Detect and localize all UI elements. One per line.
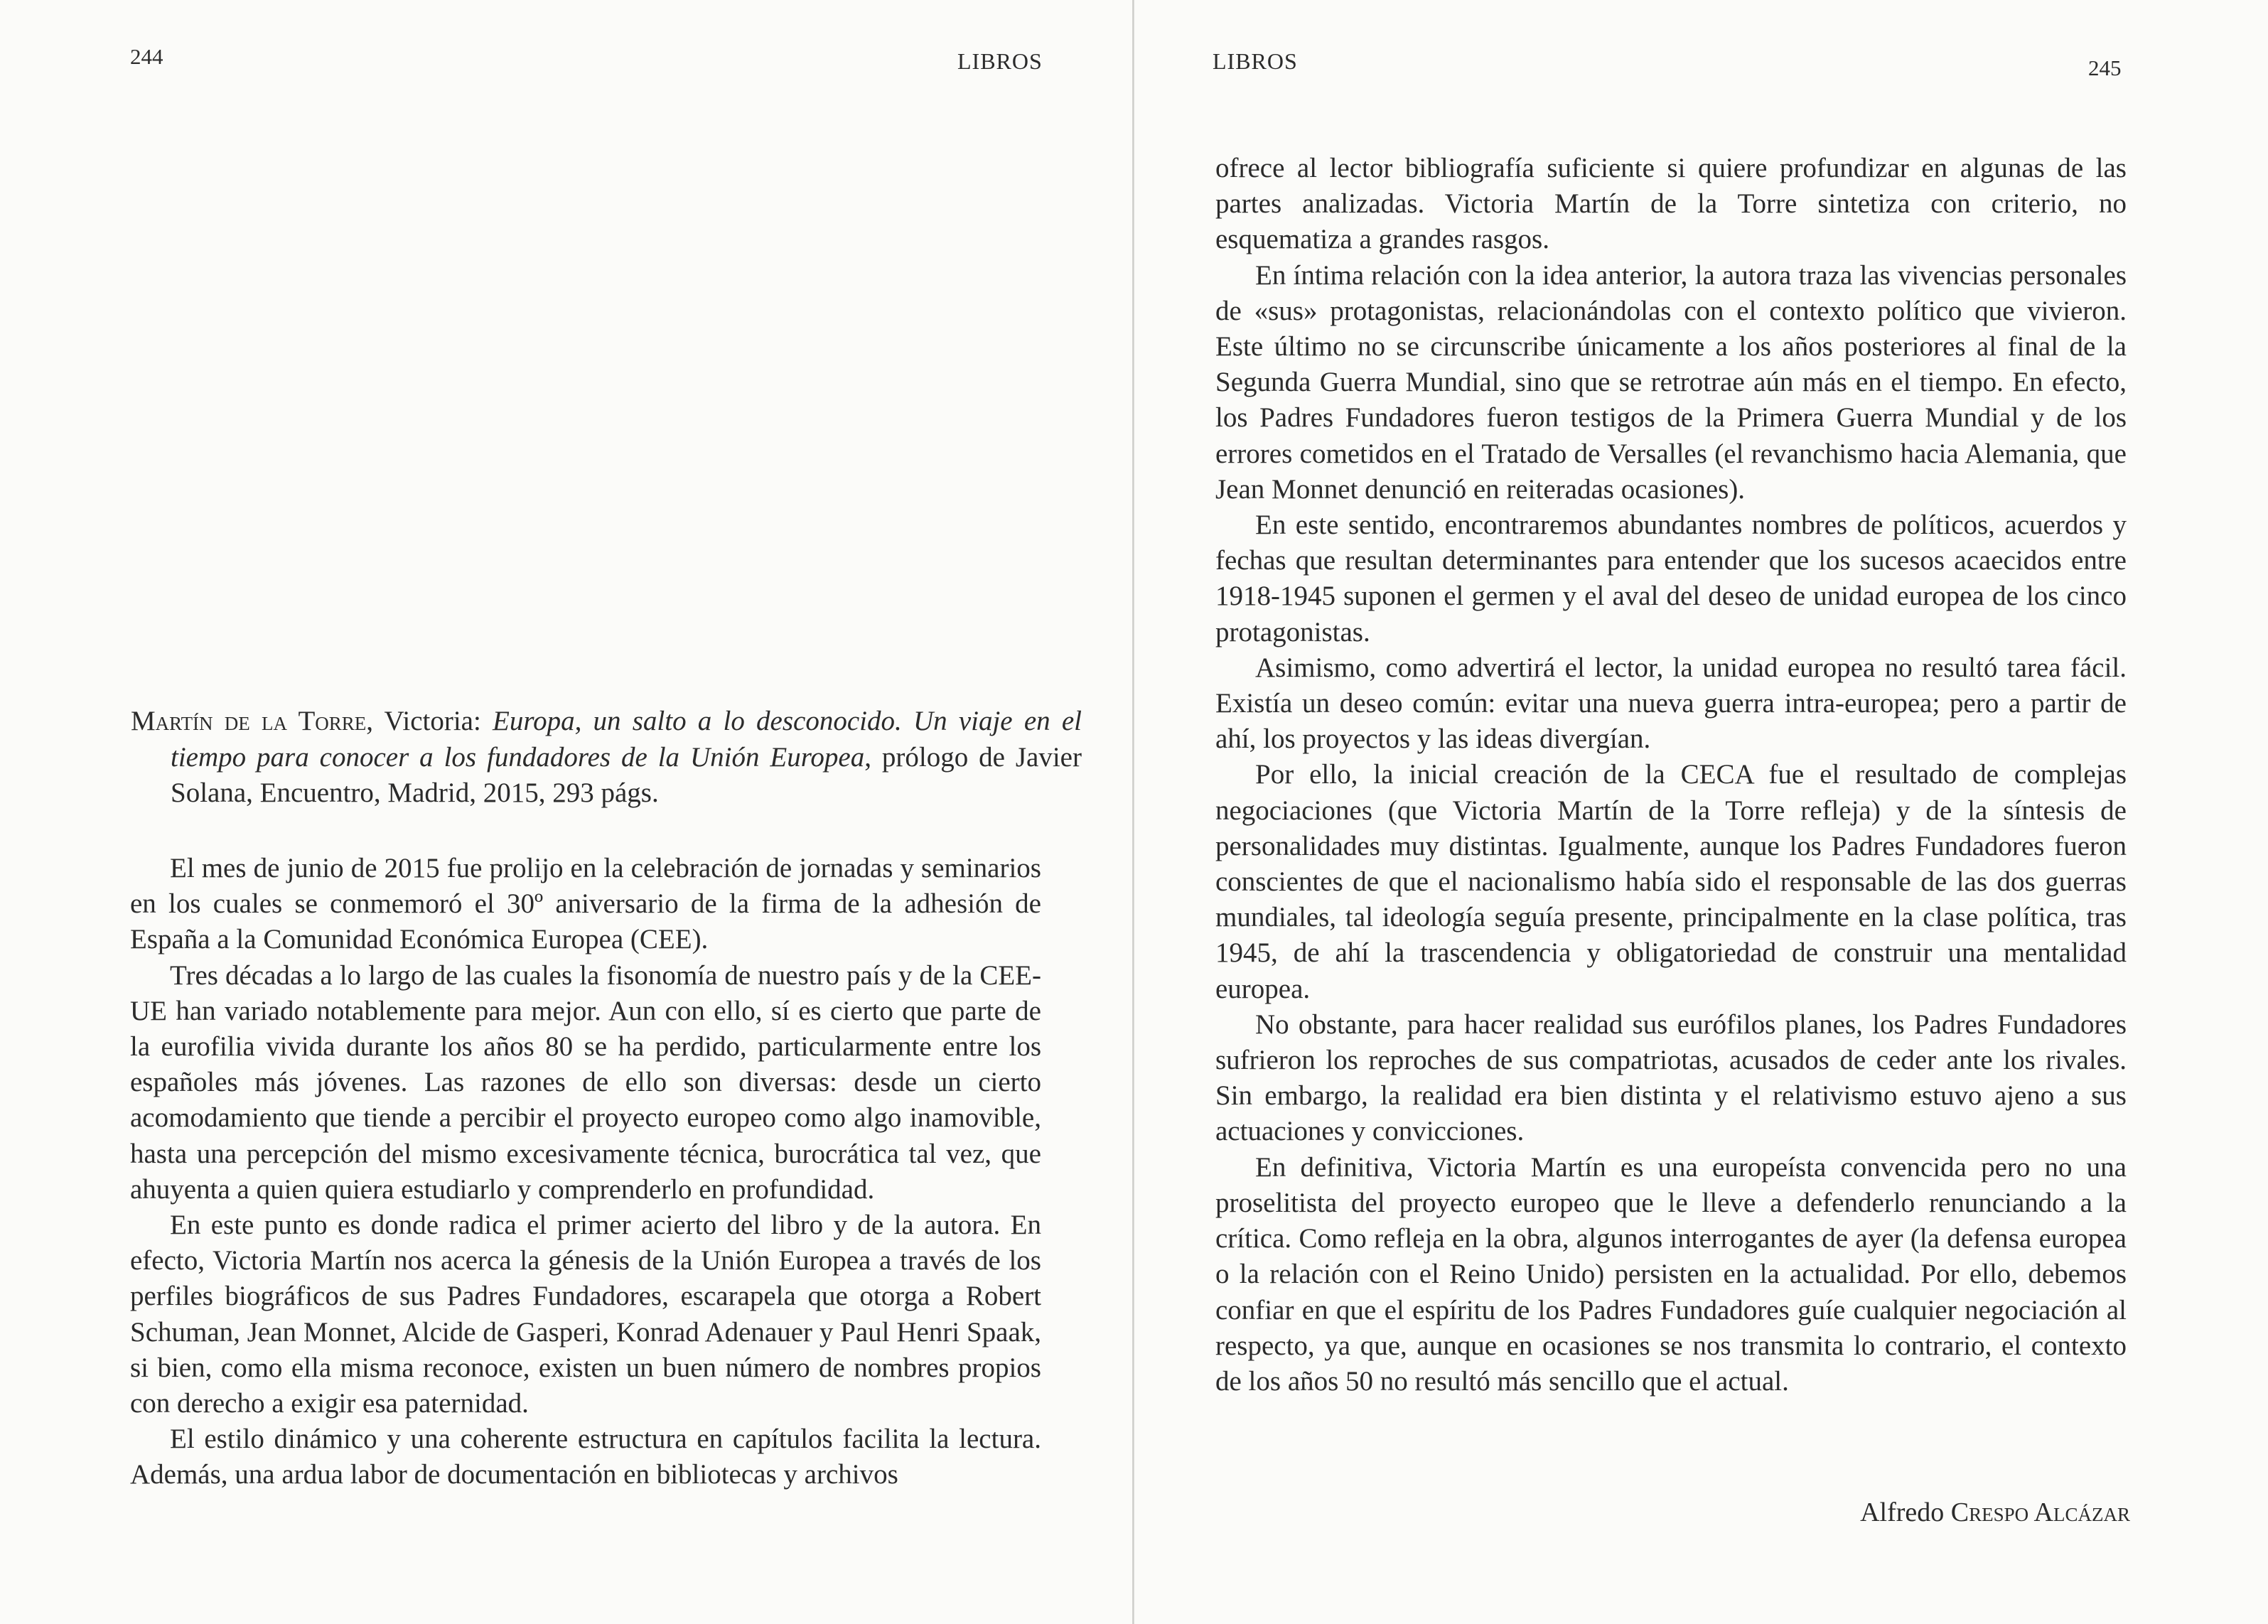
running-head-right: LIBROS (1213, 48, 1298, 74)
right-paragraph-7: En definitiva, Victoria Martín es una europeísta convencida pero no una proselitista del proyecto europeo que le lleve a defenderlo renunciando a la crítica. Como refleja en la obra, algunos interrogantes de ayer (la defensa europea o la relación con el Reino Unido) persisten en la actualidad. Por ello, debemos confiar en que el espíritu de los Padres Fundadores guíe cualquier negociación al respecto, ya que, aunque en ocasiones se nos transmita lo contrario, el contexto de los años 50 no resultó más sencillo que el actual. (1215, 1151, 2127, 1397)
citation-title: Europa, un salto a lo desconocido. Un viaje en el tiempo para conocer a los fundadores de la Unión Europea (171, 706, 1082, 773)
citation-author-name: , Victoria: (366, 706, 493, 736)
signature-first-name: Alfredo (1860, 1497, 1951, 1527)
right-paragraph-4: Asimismo, como advertirá el lector, la unidad europea no resultó tarea fácil. Existía un deseo común: evitar una nueva guerra intra-europea; pero a partir de ahí, los proyectos y las ideas divergían. (1215, 652, 2127, 755)
right-paragraph-6: No obstante, para hacer realidad sus eurófilos planes, los Padres Fundadores sufrieron los reproches de sus compatriotas, acusados de ceder ante los rivales. Sin embargo, la realidad era bien distinta y el relativismo estuvo ajeno a sus actuaciones y convicciones. (1215, 1009, 2127, 1147)
book-citation (131, 704, 1082, 812)
citation-author-surname: Martín de la Torre (131, 706, 367, 736)
review-signature (1860, 1497, 2130, 1528)
running-head-left: LIBROS (957, 48, 1043, 74)
left-paragraph-2: Tres décadas a lo largo de las cuales la fisonomía de nuestro país y de la CEE-UE han variado notablemente para mejor. Aun con ello, sí es cierto que parte de la eurofilia vivida durante los años 80 se ha perdido, particularmente entre los españoles más jóvenes. Las razones de ello son diversas: desde un cierto acomodamiento que tiende a percibir el proyecto europeo como algo inamovible, hasta una percepción del mismo excesivamente técnica, burocrática tal vez, que ahuyenta a quien quiera estudiarlo y comprenderlo en profundidad. (130, 959, 1041, 1205)
right-body-text (1215, 151, 2127, 1399)
right-paragraph-5: Por ello, la inicial creación de la CECA fue el resultado de complejas negociaciones (que Victoria Martín de la Torre refleja) y de la síntesis de personalidades muy distintas. Igualmente, aunque los Padres Fundadores fueron conscientes de que el nacionalismo había sido el responsable de las dos guerras mundiales, tal ideología seguía presente, principalmente en la clase política, tras 1945, de ahí la trascendencia y obligatoriedad de construir una mentalidad europea. (1215, 759, 2127, 1004)
page-number-right: 245 (2088, 55, 2122, 80)
right-paragraph-1: ofrece al lector bibliografía suficiente si quiere profundizar en algunas de las partes analizadas. Victoria Martín de la Torre sintetiza con criterio, no esquematiza a grandes rasgos. (1215, 153, 2127, 255)
right-paragraph-2: En íntima relación con la idea anterior, la autora traza las vivencias personales de «sus» protagonistas, relacionándolas con el contexto político que vivieron. Este último no se circunscribe únicamente a los años posteriores al final de la Segunda Guerra Mundial, sino que se retrotrae aún más en el tiempo. En efecto, los Padres Fundadores fueron testigos de la Primera Guerra Mundial y de los errores cometidos en el Tratado de Versalles (el revanchismo hacia Alemania, que Jean Monnet denunció en reiteradas ocasiones). (1215, 259, 2127, 505)
page-number-left: 244 (130, 44, 163, 69)
right-paragraph-3: En este sentido, encontraremos abundantes nombres de políticos, acuerdos y fechas que resultan determinantes para entender que los sucesos acaecidos entre 1918-1945 suponen el germen y el aval del deseo de unidad europea de los cinco protagonistas. (1215, 510, 2127, 647)
left-paragraph-1: El mes de junio de 2015 fue prolijo en la celebración de jornadas y seminarios en los cuales se conmemoró el 30º aniversario de la firma de la adhesión de España a la Comunidad Económica Europea (CEE). (130, 853, 1041, 955)
left-paragraph-4: El estilo dinámico y una coherente estructura en capítulos facilita la lectura. Además, una ardua labor de documentación en bibliotecas y archivos (130, 1424, 1041, 1490)
right-page (1134, 0, 2268, 1624)
left-body-text (130, 851, 1041, 1493)
left-paragraph-3: En este punto es donde radica el primer acierto del libro y de la autora. En efecto, Victoria Martín nos acerca la génesis de la Unión Europea a través de los perfiles biográficos de sus Padres Fundadores, escarapela que otorga a Robert Schuman, Jean Monnet, Alcide de Gasperi, Konrad Adenauer y Paul Henri Spaak, si bien, como ella misma reconoce, existen un buen número de nombres propios con derecho a exigir esa paternidad. (130, 1210, 1041, 1419)
citation-details: , prólogo de Javier Solana, Encuentro, Madrid, 2015, 293 págs. (171, 741, 1082, 808)
signature-surname: Crespo Alcázar (1950, 1497, 2130, 1527)
